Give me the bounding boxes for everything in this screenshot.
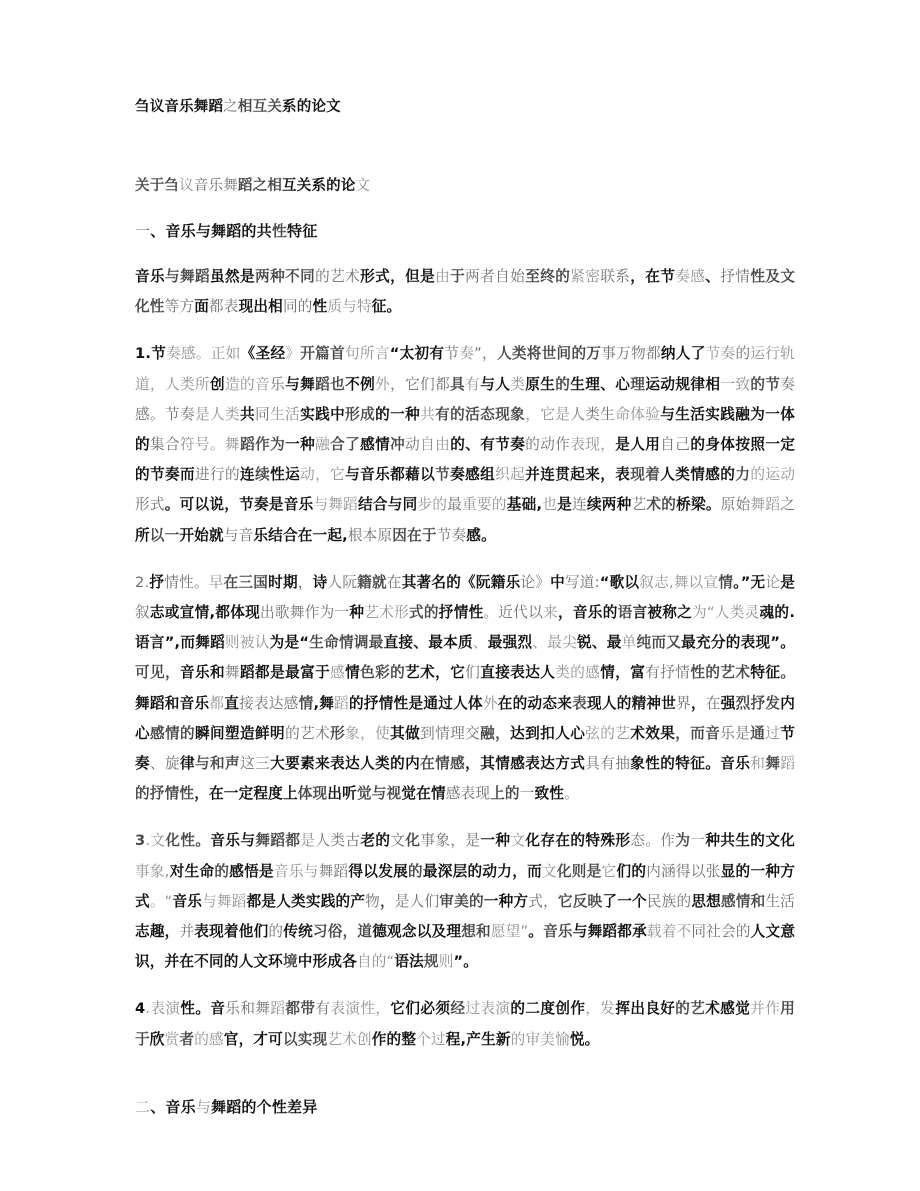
page-title: 关于刍议音乐舞蹈之相互关系的论文	[135, 178, 371, 194]
section-heading-1: 一、音乐与舞蹈的共性特征	[135, 222, 318, 240]
paragraph-rhythm: 1.节奏感。正如《圣经》开篇首句所言“太初有节奏”，人类将世间的万事万物都纳人了节奏的运行轨道，人类所创造的音乐与舞蹈也不例外，它们都具有与人类原生的生理、心理运动规律相一致的节奏感。节奏是人类共同生活实践中形成的一种共有的活态现象，它是人类生命体验与生活实践融为一体的集合符号。舞蹈作为一种融合了感情冲动自由的、有节奏的动作表现，是人用自己的身体按照一定的节奏而进行的连续性运动，它与音乐都藉以节奏感组织起并连贯起来，表现着人类情感的力的运动形式。可以说，节奏是音乐与舞蹈结合与同步的最重要的基础,也是连续两种艺术的桥梁。原始舞蹈之所以一开始就与音乐结合在一起,根本原因在于节奏感。	[135, 345, 796, 544]
paragraph-culture: 3.文化性。音乐与舞蹈都是人类古老的文化事象，是一种文化存在的特殊形态。作为一种共生的文化事象,对生命的感悟是音乐与舞蹈得以发展的最深层的动力，而文化则是它们的内涵得以张显的一种方式。“音乐与舞蹈都是人类实践的产物，是人们审美的一种方式，它反映了一个民族的思想感情和生活志趣，并表现着他们的传统习俗，道德观念以及理想和愿望”。音乐与舞蹈都承载着不同社会的人文意识，并在不同的人文环境中形成各自的“语法规则”。	[135, 832, 796, 971]
header-spacer	[135, 118, 795, 174]
section-heading-2: 二、音乐与舞蹈的个性差异	[135, 1097, 318, 1116]
paragraph-intro: 音乐与舞蹈虽然是两种不同的艺术形式，但是由于两者自始至终的紧密联系，在节奏感、抒情性及文化性等方面都表现出相同的性质与特征。	[135, 268, 796, 316]
document-body	[135, 96, 795, 1138]
running-header: 刍议音乐舞蹈之相互关系的论文	[135, 99, 341, 115]
paragraph-lyricism: 2.抒情性。早在三国时期，诗人阮籍就在其著名的《阮籍乐论》中写道:“歌以叙志,舞以宣情。”无论是叙志或宣情,都体现出歌舞作为一种艺术形式的抒情性。近代以来，音乐的语言被称之为“人类灵魂的.语言”,而舞蹈则被认为是“生命情调最直接、最本质、最强烈、最尖锐、最单纯而又最充分的表现”。可见，音乐和舞蹈都是最富于感情色彩的艺术，它们直接表达人类的感情，富有抒情性的艺术特征。舞蹈和音乐都直接表达感情,舞蹈的抒情性是通过人体外在的动态来表现人的精神世界，在强烈抒发内心感情的瞬间塑造鲜明的艺术形象，使其做到情理交融，达到扣人心弦的艺术效果，而音乐是通过节奏、旋律与和声这三大要素来表达人类的内在情感，其情感表达方式具有抽象性的特征。音乐和舞蹈的抒情性，在一定程度上体现出听觉与视觉在情感表现上的一致性。	[135, 573, 796, 803]
paragraph-performance: 4.表演性。音乐和舞蹈都带有表演性，它们必须经过表演的二度创作，发挥出良好的艺术感觉并作用于欣赏者的感官，才可以实现艺术创作的整个过程,产生新的审美愉悦。	[135, 1000, 796, 1048]
section-gap	[135, 1072, 795, 1094]
